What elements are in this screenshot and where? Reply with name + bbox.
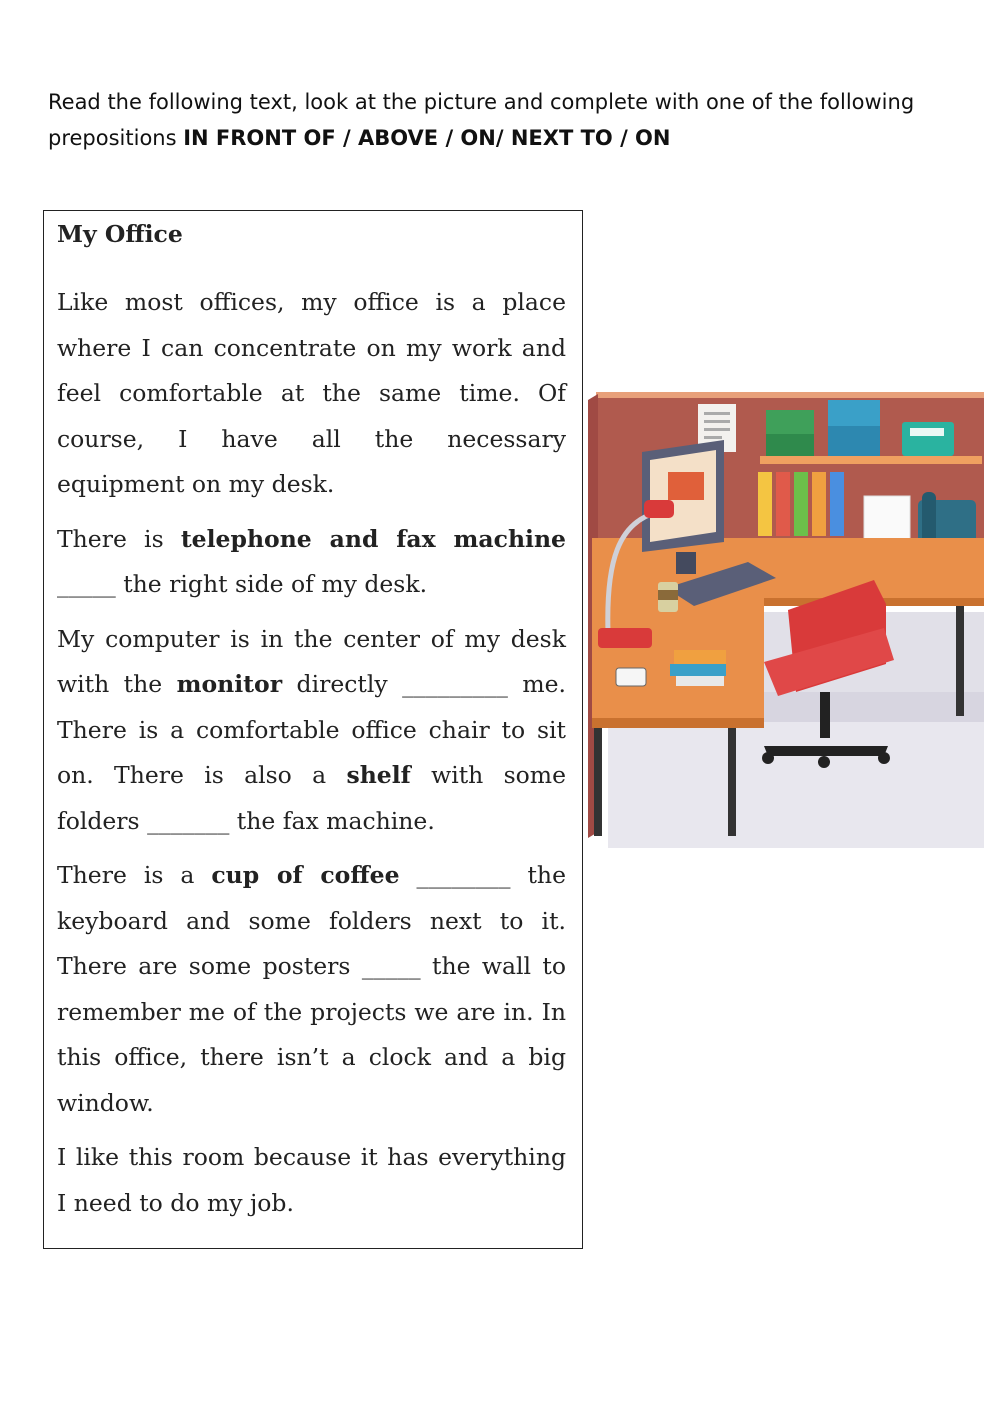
paragraph-2 — [57, 517, 566, 608]
p3-text-f: with some folders — [57, 761, 566, 835]
blank-3[interactable]: _______ — [147, 806, 230, 835]
keyword-shelf: shelf — [346, 761, 411, 789]
folder-red — [776, 472, 790, 536]
article-title: My Office — [57, 220, 183, 248]
mobile-phone-icon — [616, 668, 646, 686]
desk-leg-right — [956, 606, 964, 716]
desk-leg-left — [594, 728, 602, 836]
desk-leg-mid — [728, 728, 736, 836]
instructions — [48, 84, 968, 156]
p4-text-d: the keyboard and some folders next to it. There are some posters — [57, 861, 566, 980]
keyword-cup-of-coffee: cup of coffee — [211, 861, 400, 889]
folder-green — [794, 472, 808, 536]
folder-orange — [812, 472, 826, 536]
book-stack — [674, 650, 726, 664]
p2-text-d: the right side of my desk. — [115, 570, 428, 598]
p4-text-c — [400, 861, 417, 889]
paragraph-1: Like most offices, my office is a place where I can concentrate on my work and feel comfortable at the same time. Of course, I have all the necessary equipment on my desk. — [57, 288, 566, 498]
blank-1[interactable]: _____ — [57, 570, 116, 598]
blank-4[interactable]: ________ — [416, 861, 511, 889]
folder-box-blue — [828, 400, 880, 426]
monitor-stand — [676, 552, 696, 574]
blank-2[interactable]: _________ — [402, 670, 508, 698]
p2-text-a: There is — [57, 524, 181, 553]
p3-text-c: directly — [282, 670, 403, 698]
p3-text-a: My computer is in the center of my desk with the — [57, 624, 566, 698]
keyword-telephone-fax: telephone and fax machine — [180, 524, 567, 553]
office-illustration — [588, 392, 984, 848]
blank-5[interactable]: _____ — [361, 952, 421, 980]
paragraph-3 — [57, 617, 566, 845]
p4-text-a: There is a — [57, 861, 212, 889]
preposition-options: IN FRONT OF / ABOVE / ON/ NEXT TO / ON — [183, 126, 671, 150]
p4-text-e: the wall to remember me of the projects we are in. In this office, there isn’t a clock and a big window. — [57, 952, 566, 1117]
paragraph-4 — [57, 853, 566, 1126]
folder-blue — [830, 472, 844, 536]
folder-box-green — [766, 410, 814, 434]
p3-text-d: me. There is a comfortable office chair to sit on. There is also a — [57, 670, 566, 789]
folder-yellow — [758, 472, 772, 536]
paragraph-5: I like this room because it has everything I need to do my job. — [57, 1143, 566, 1217]
cubicle-wall-top — [596, 392, 984, 398]
keyword-monitor: monitor — [176, 670, 283, 698]
p3-text-g: the fax machine. — [229, 806, 435, 835]
fax-machine-icon — [902, 422, 954, 456]
instruction-text: Read the following text, look at the picture and complete with one of the following prepositions — [48, 90, 915, 150]
shelf — [760, 456, 982, 464]
article — [57, 212, 566, 1235]
